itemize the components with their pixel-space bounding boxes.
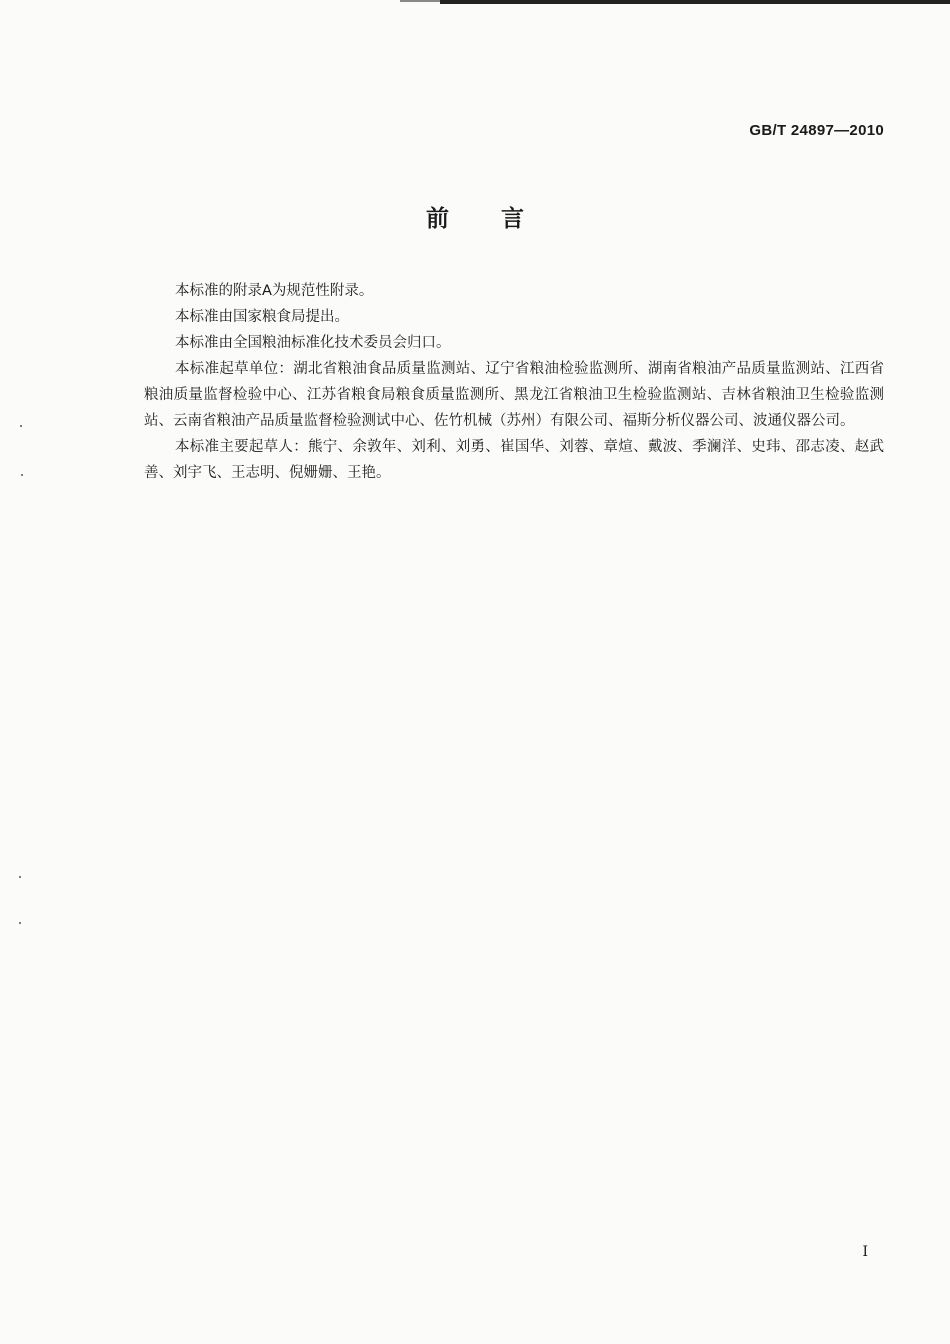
paragraph-proposer: 本标准由国家粮食局提出。 — [175, 309, 349, 325]
page-number: I — [862, 1244, 868, 1260]
paragraph-annex: 本标准的附录A为规范性附录。 — [175, 283, 374, 299]
scan-speck — [19, 922, 21, 924]
paragraph-committee: 本标准由全国粮油标准化技术委员会归口。 — [175, 335, 451, 351]
paragraph-drafters: 本标准主要起草人：熊宁、余敦年、刘利、刘勇、崔国华、刘蓉、章煊、戴波、季澜洋、史玮、邵志凌、赵武善、刘宇飞、王志明、倪姗姗、王艳。 — [144, 439, 884, 481]
page-title: 前言 — [426, 206, 576, 232]
standard-number: GB/T 24897—2010 — [749, 122, 884, 139]
scan-edge-fade — [400, 0, 440, 2]
scan-speck — [19, 876, 21, 878]
body-text — [144, 278, 884, 486]
scan-speck — [20, 425, 22, 427]
scan-speck — [21, 474, 23, 476]
paragraph-drafting-units: 本标准起草单位：湖北省粮油食品质量监测站、辽宁省粮油检验监测所、湖南省粮油产品质量监测站、江西省粮油质量监督检验中心、江苏省粮食局粮食质量监测所、黑龙江省粮油卫生检验监测站、吉林省粮油卫生检验监测站、云南省粮油产品质量监督检验测试中心、佐竹机械（苏州）有限公司、福斯分析仪器公司、波通仪器公司。 — [144, 361, 884, 429]
scan-edge-line — [440, 0, 950, 4]
